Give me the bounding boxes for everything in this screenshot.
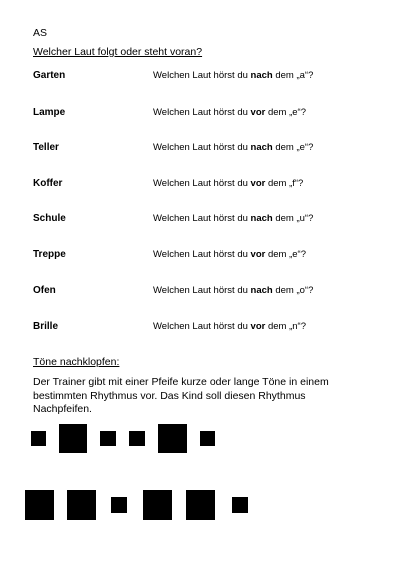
question-text: Welchen Laut hörst du vor dem „e“? xyxy=(153,249,306,260)
instruction-paragraph: Der Trainer gibt mit einer Pfeife kurze oder lange Töne in einem bestimmten Rhythmus vor. Das Kind soll diesen Rhythmus Nachpfeifen. xyxy=(33,376,329,415)
question-text: Welchen Laut hörst du nach dem „e“? xyxy=(153,142,314,153)
short-tone-square xyxy=(129,431,145,446)
short-tone-square xyxy=(31,431,46,446)
word-label: Brille xyxy=(33,321,59,332)
long-tone-square xyxy=(143,490,172,520)
word-label: Treppe xyxy=(33,249,66,260)
question-text: Welchen Laut hörst du vor dem „e“? xyxy=(153,107,306,118)
long-tone-square xyxy=(158,424,187,453)
section-title-laut: Welcher Laut folgt oder steht voran? xyxy=(33,46,203,58)
long-tone-square xyxy=(67,490,96,520)
short-tone-square xyxy=(200,431,215,446)
word-label: Teller xyxy=(33,142,59,153)
page-header: AS xyxy=(33,27,48,39)
long-tone-square xyxy=(25,490,54,520)
question-text: Welchen Laut hörst du vor dem „n“? xyxy=(153,321,306,332)
section-title-toene: Töne nachklopfen: xyxy=(33,356,120,368)
word-label: Lampe xyxy=(33,107,66,118)
question-text: Welchen Laut hörst du nach dem „u“? xyxy=(153,213,314,224)
word-label: Koffer xyxy=(33,178,63,189)
word-label: Garten xyxy=(33,70,66,81)
short-tone-square xyxy=(100,431,116,446)
word-label: Ofen xyxy=(33,285,56,296)
long-tone-square xyxy=(59,424,87,453)
question-text: Welchen Laut hörst du vor dem „f“? xyxy=(153,178,304,189)
word-label: Schule xyxy=(33,213,66,224)
short-tone-square xyxy=(186,490,215,520)
question-text: Welchen Laut hörst du nach dem „o“? xyxy=(153,285,314,296)
short-tone-square xyxy=(111,497,127,513)
question-text: Welchen Laut hörst du nach dem „a“? xyxy=(153,70,314,81)
short-tone-square xyxy=(232,497,248,513)
